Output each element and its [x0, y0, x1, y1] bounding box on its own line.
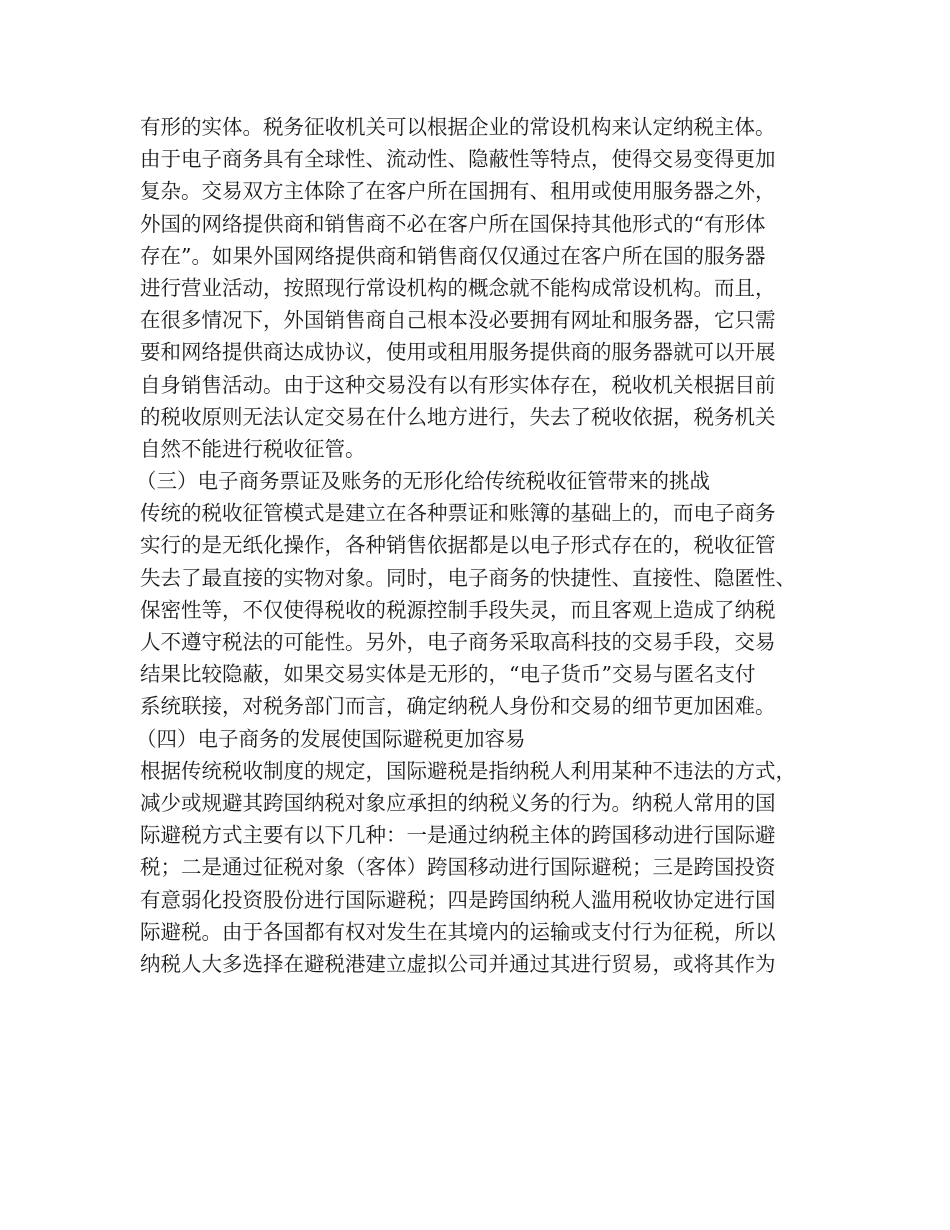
paragraph-line: 自身销售活动。由于这种交易没有以有形实体存在，税收机关根据目前	[140, 372, 776, 397]
document-body	[136, 111, 830, 980]
paragraph-line: 在很多情况下，外国销售商自己根本没必要拥有网址和服务器，它只需	[140, 308, 776, 333]
paragraph-line: 的税收原则无法认定交易在什么地方进行，失去了税收依据，税务机关	[140, 404, 776, 429]
paragraph-line: 税；二是通过征税对象（客体）跨国移动进行国际避税；三是跨国投资	[140, 855, 776, 880]
paragraph-line: 传统的税收征管模式是建立在各种票证和账簿的基础上的，而电子商务	[140, 501, 776, 526]
section-heading: （四）电子商务的发展使国际避税更加容易	[136, 726, 526, 751]
paragraph-line: 有形的实体。税务征收机关可以根据企业的常设机构来认定纳税主体。	[140, 115, 776, 139]
paragraph-line: 存在”。如果外国网络提供商和销售商仅仅通过在客户所在国的服务器	[140, 243, 766, 268]
paragraph-line: 进行营业活动，按照现行常设机构的概念就不能构成常设机构。而且，	[140, 275, 776, 300]
paragraph-line: 保密性等，不仅使得税收的税源控制手段失灵，而且客观上造成了纳税	[140, 597, 776, 622]
paragraph-line: 根据传统税收制度的规定，国际避税是指纳税人利用某种不违法的方式，	[140, 758, 796, 783]
paragraph-line: 减少或规避其跨国纳税对象应承担的纳税义务的行为。纳税人常用的国	[140, 790, 776, 815]
paragraph-line: 纳税人大多选择在避税港建立虚拟公司并通过其进行贸易，或将其作为	[140, 951, 776, 976]
paragraph-line: 结果比较隐蔽，如果交易实体是无形的，“电子货币”交易与匿名支付	[140, 662, 756, 687]
paragraph-line: 系统联接，对税务部门而言，确定纳税人身份和交易的细节更加困难。	[140, 694, 776, 719]
paragraph-line: 际避税方式主要有以下几种：一是通过纳税主体的跨国移动进行国际避	[140, 823, 776, 848]
paragraph-line: 复杂。交易双方主体除了在客户所在国拥有、租用或使用服务器之外，	[140, 179, 776, 204]
paragraph-line: 实行的是无纸化操作，各种销售依据都是以电子形式存在的，税收征管	[140, 533, 776, 558]
paragraph-line: 要和网络提供商达成协议，使用或租用服务提供商的服务器就可以开展	[140, 340, 776, 365]
section-heading: （三）电子商务票证及账务的无形化给传统税收征管带来的挑战	[136, 469, 710, 494]
paragraph-line: 由于电子商务具有全球性、流动性、隐蔽性等特点，使得交易变得更加	[140, 147, 776, 172]
paragraph-line: 有意弱化投资股份进行国际避税；四是跨国纳税人滥用税收协定进行国	[140, 887, 776, 912]
paragraph-line: 自然不能进行税收征管。	[140, 436, 366, 461]
paragraph-line: 失去了最直接的实物对象。同时，电子商务的快捷性、直接性、隐匿性、	[140, 565, 796, 590]
paragraph-line: 外国的网络提供商和销售商不必在客户所在国保持其他形式的“有形体	[140, 211, 766, 236]
paragraph-line: 际避税。由于各国都有权对发生在其境内的运输或支付行为征税，所以	[140, 919, 776, 944]
paragraph-line: 人不遵守税法的可能性。另外，电子商务采取高科技的交易手段，交易	[140, 630, 776, 654]
